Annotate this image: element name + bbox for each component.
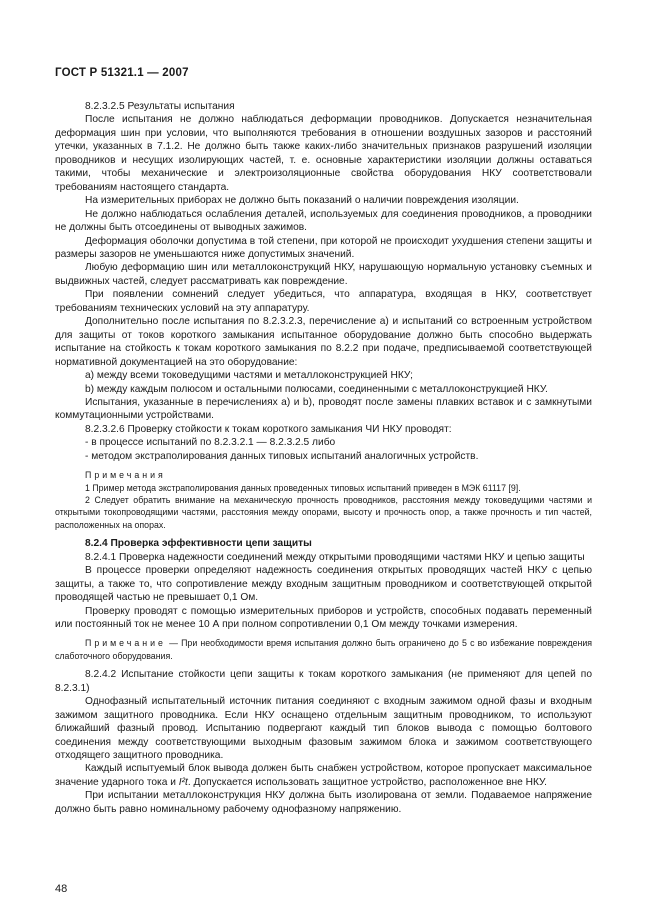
paragraph [55, 762, 592, 789]
paragraph: 8.2.3.2.6 Проверку стойкости к токам короткого замыкания ЧИ НКУ проводят: [85, 423, 452, 435]
paragraph-text: . Допускается использовать защитное устройство, расположенное вне НКУ. [187, 776, 547, 788]
paragraph: 8.2.4.1 Проверка надежности соединений между открытыми проводящими частями НКУ и цепью защиты [85, 551, 585, 563]
note-item: 1 Пример метода экстраполирования данных проведенных типовых испытаний приведен в МЭК 61117 [9]. [85, 482, 521, 493]
paragraph: 8.2.4.2 Испытание стойкости цепи защиты к токам короткого замыкания (не применяют для цепей по 8.2.3.1) [55, 669, 592, 694]
note-text: — При необходимости время испытания должно быть ограничено до 5 с во избежание повреждения слаботочного оборудования. [55, 638, 592, 661]
list-item: b) между каждым полюсом и остальными полюсами, соединенными с металлоконструкцией НКУ. [85, 383, 548, 395]
document-body [55, 100, 592, 816]
note [55, 637, 592, 662]
section-heading: 8.2.4 Проверка эффективности цепи защиты [85, 538, 312, 550]
paragraph: При появлении сомнений следует убедиться, что аппаратура, входящая в НКУ, соответствует требованиям технических условий на эту аппаратуру. [55, 289, 592, 314]
paragraph: Проверку проводят с помощью измерительных приборов и устройств, способных подавать переменный или постоянный ток не менее 10 А при полном сопротивлении 0,1 Ом между точками измерения. [55, 605, 592, 630]
paragraph: Не должно наблюдаться ослабления деталей, используемых для соединения проводников, а проводники не должны быть отсоединены от выводных зажимов. [55, 208, 592, 234]
paragraph: Дополнительно после испытания по 8.2.3.2.3, перечисление а) и испытаний со встроенным устройством для защиты от токов короткого замыкания испытанное оборудование должно быть способно выдержать испытание на стойкость к токам короткого замыкания по 8.2.2 при подаче, предписываемой соответствующей нормативной документацией на это оборудование: [55, 316, 592, 368]
notes-title-text: Примечания [85, 470, 166, 481]
paragraph: В процессе проверки определяют надежность соединения открытых проводящих частей НКУ с цепью защиты, а также то, что сопротивление между входным защитным проводником и соответствующей открытой проводящей частью не превышает 0,1 Ом. [55, 565, 592, 604]
paragraph: Деформация оболочки допустима в той степени, при которой не происходит ухудшения степени защиты и размеры зазоров не уменьшаются ниже допустимых значений. [55, 235, 592, 260]
paragraph: Любую деформацию шин или металлоконструкций НКУ, нарушающую нормальную установку съемных и выдвижных частей, следует рассматривать как повреждение. [55, 262, 592, 287]
document-header: ГОСТ Р 51321.1 — 2007 [55, 67, 189, 79]
paragraph: На измерительных приборах не должно быть показаний о наличии повреждения изоляции. [85, 195, 519, 207]
note-label: Примечание [85, 638, 166, 649]
list-item: - в процессе испытаний по 8.2.3.2.1 — 8.2.3.2.5 либо [85, 437, 336, 449]
paragraph: После испытания не должно наблюдаться деформации проводников. Допускается незначительная деформация шин при условии, что выполняются требования в отношении воздушных зазоров и расстояний утечки, указанных в 7.1.2. Не должно быть также каких-либо значительных признаков разрушений изоляции проводников и несущих изолирующих частей, т. е. основные характеристики изоляции должны оставаться такими, чтобы механические и электроизоляционные свойства оборудования НКУ соответствовали требованиям настоящего стандарта. [55, 114, 592, 193]
list-item: - методом экстраполирования данных типовых испытаний аналогичных устройств. [85, 450, 479, 462]
paragraph: Испытания, указанные в перечислениях а) и b), проводят после замены плавких вставок и с замкнутыми коммутационными устройствами. [55, 396, 592, 422]
paragraph-text: Каждый испытуемый блок вывода должен быть снабжен устройством, которое пропускает максимальное значение ударного тока и [55, 763, 592, 788]
page-number: 48 [55, 883, 68, 895]
note-item: 2 Следует обратить внимание на механическую прочность проводников, расстояния между токоведущими частями и открытыми токопроводящими частями, расстояния между опорами, высоту и прочность опор, а также прочность и тип частей, расположенных на опорах. [55, 495, 592, 530]
list-item: a) между всеми токоведущими частями и металлоконструкцией НКУ; [85, 370, 413, 382]
paragraph: Однофазный испытательный источник питания соединяют с входным зажимом одной фазы и входным зажимом защитного проводника. Если НКУ оснащено отдельным защитным проводником, то используют ближайший фазный провод. Испытанию подвергают каждый тип блоков вывода с помощью болтового соединения между соответствующими выходным фазовым зажимом блока и зажимом соответствующего отходящего защитного проводника. [55, 696, 592, 761]
formula: I²t [178, 776, 188, 788]
notes-title [55, 469, 592, 481]
paragraph: 8.2.3.2.5 Результаты испытания [85, 101, 235, 112]
paragraph: При испытании металлоконструкция НКУ должна быть изолирована от земли. Подаваемое напряжение должно быть равно номинальному рабочему однофазному напряжению. [55, 790, 592, 815]
